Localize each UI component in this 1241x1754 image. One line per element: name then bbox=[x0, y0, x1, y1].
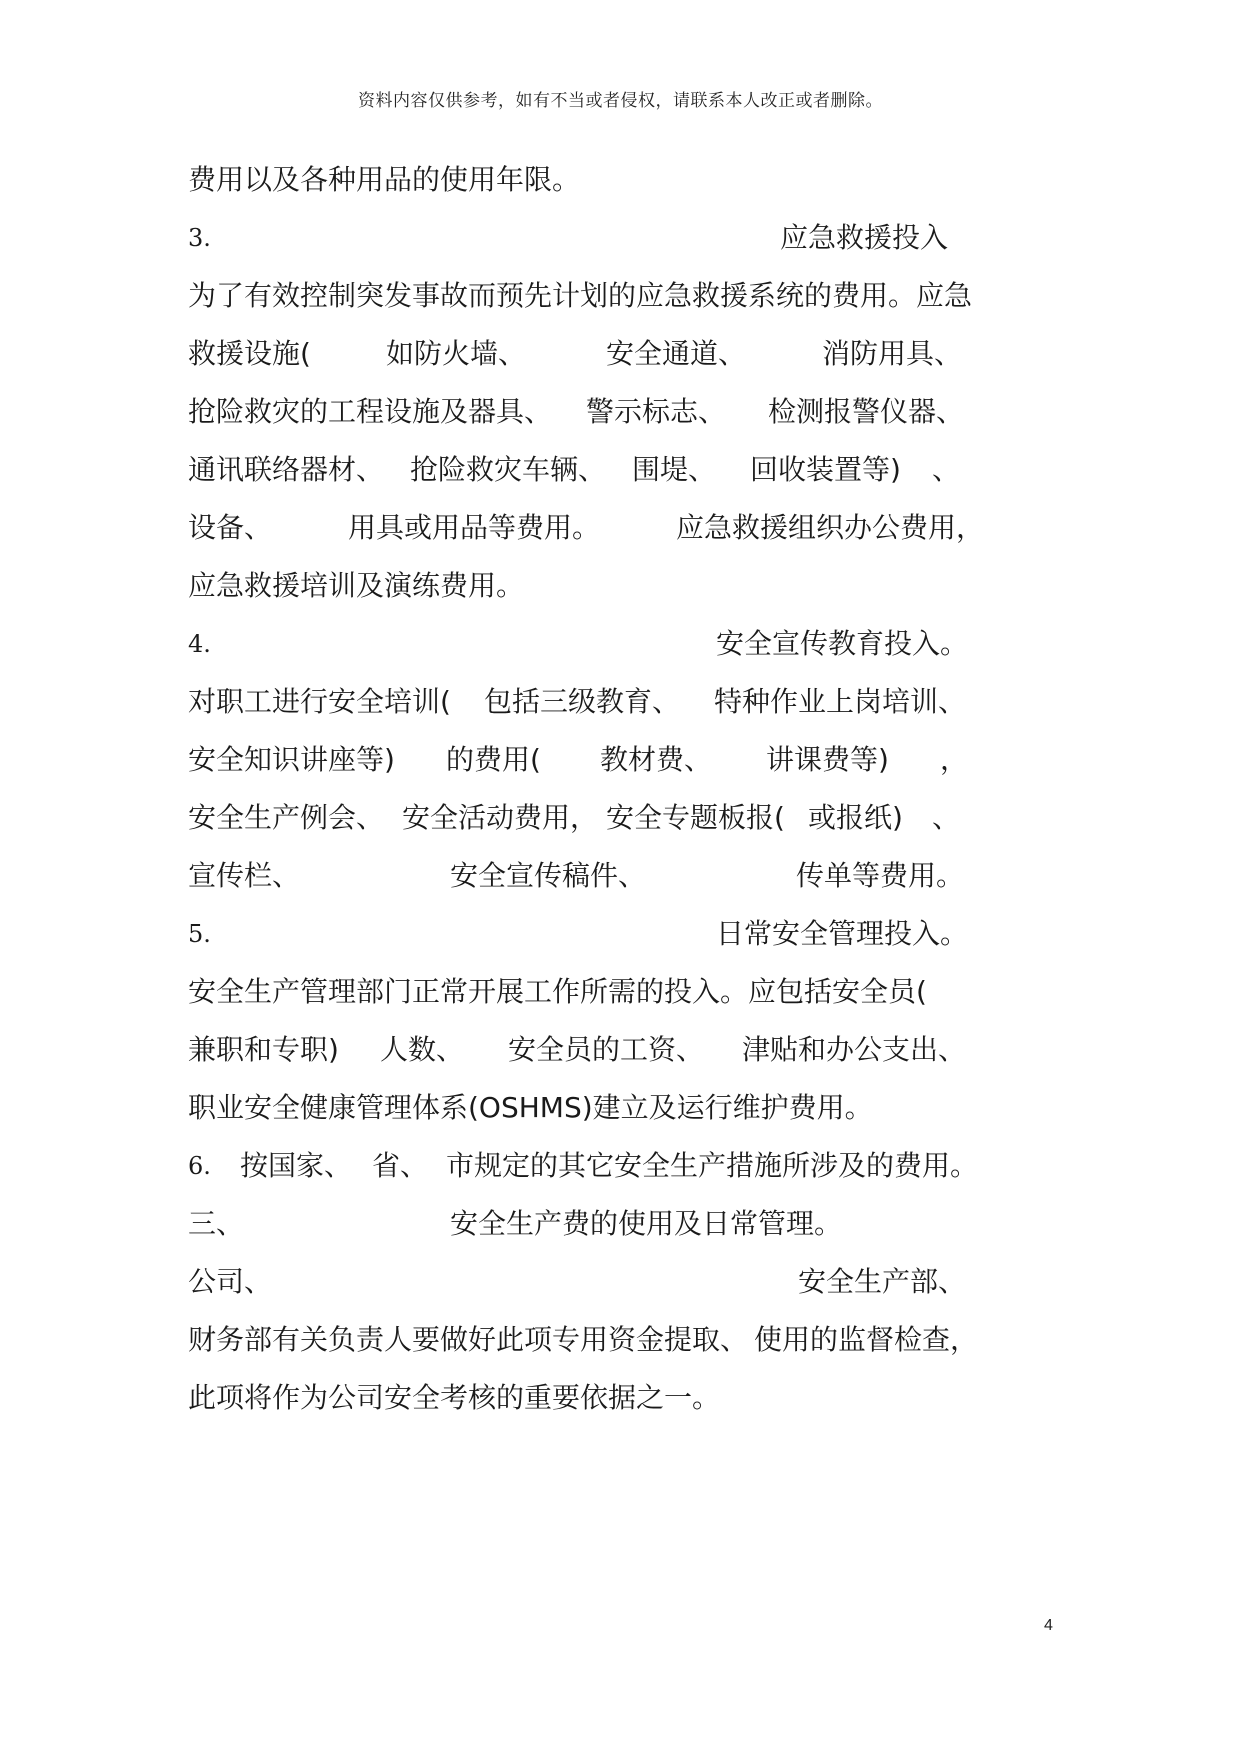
text-segment: 教材费、 bbox=[600, 743, 713, 776]
section-number: 3. bbox=[188, 224, 211, 252]
text-line bbox=[188, 1030, 1054, 1070]
text-segment: 的费用( bbox=[446, 743, 541, 776]
text-segment: 检测报警仪器、 bbox=[768, 395, 965, 428]
text-segment: 安全知识讲座等) bbox=[188, 743, 395, 776]
text-line bbox=[188, 334, 1054, 374]
text-segment: 费用以及各种用品的使用年限。 bbox=[188, 163, 581, 196]
text-segment: 安全生产管理部门正常开展工作所需的投入。应包括安全员( bbox=[188, 975, 927, 1008]
text-line bbox=[188, 1146, 1054, 1186]
text-line bbox=[188, 624, 1054, 664]
text-segment: 、 bbox=[932, 453, 961, 486]
text-segment: 用具或用品等费用。 bbox=[348, 511, 601, 544]
section-number: 4. bbox=[188, 630, 211, 658]
text-segment: 省、 bbox=[372, 1149, 429, 1182]
text-line bbox=[188, 1262, 1054, 1302]
text-line bbox=[188, 392, 1054, 432]
section-number: 三、 bbox=[188, 1207, 245, 1240]
text-segment: 特种作业上岗培训、 bbox=[714, 685, 967, 718]
text-segment: 按国家、 bbox=[240, 1149, 353, 1182]
text-segment: 如防火墙、 bbox=[386, 337, 527, 370]
text-segment: 安全活动费用， bbox=[402, 801, 599, 834]
text-segment: 救援设施( bbox=[188, 337, 311, 370]
section-number: 6. bbox=[188, 1152, 211, 1180]
text-segment: 设备、 bbox=[188, 511, 273, 544]
text-segment: ， bbox=[940, 743, 969, 776]
text-segment: 职业安全健康管理体系(OSHMS)建立及运行维护费用。 bbox=[188, 1091, 873, 1124]
text-segment: 应急救援培训及演练费用。 bbox=[188, 569, 525, 602]
text-segment: 市规定的其它安全生产措施所涉及的费用。 bbox=[446, 1149, 979, 1182]
text-segment: 或报纸) bbox=[808, 801, 903, 834]
text-line bbox=[188, 1320, 1054, 1360]
text-line bbox=[188, 740, 1054, 780]
text-line bbox=[188, 682, 1054, 722]
text-segment: 兼职和专职) bbox=[188, 1033, 339, 1066]
text-segment: 安全生产部、 bbox=[798, 1265, 967, 1298]
text-segment: 津贴和办公支出、 bbox=[742, 1033, 967, 1066]
text-segment: 安全专题板报( bbox=[606, 801, 785, 834]
text-line bbox=[188, 914, 1054, 954]
section-heading: 应急救援投入 bbox=[780, 221, 949, 254]
text-line bbox=[188, 1204, 1054, 1244]
text-segment: 安全生产例会、 bbox=[188, 801, 385, 834]
text-segment: 宣传栏、 bbox=[188, 859, 301, 892]
text-segment: 消防用具、 bbox=[822, 337, 963, 370]
section-number: 5. bbox=[188, 920, 211, 948]
page-number: 4 bbox=[1044, 1617, 1053, 1634]
text-line bbox=[188, 218, 1054, 258]
text-segment: 使用的监督检查， bbox=[754, 1323, 979, 1356]
disclaimer-header: 资料内容仅供参考，如有不当或者侵权，请联系本人改正或者删除。 bbox=[358, 91, 883, 111]
text-segment: 、 bbox=[932, 801, 961, 834]
text-segment: 对职工进行安全培训( bbox=[188, 685, 451, 718]
text-line bbox=[188, 798, 1054, 838]
text-segment: 安全通道、 bbox=[606, 337, 747, 370]
text-segment: 抢险救灾的工程设施及器具、 bbox=[188, 395, 553, 428]
text-segment: 安全员的工资、 bbox=[508, 1033, 705, 1066]
text-line bbox=[188, 160, 1054, 200]
text-line bbox=[188, 276, 1054, 316]
text-segment: 抢险救灾车辆、 bbox=[410, 453, 607, 486]
text-segment: 财务部有关负责人要做好此项专用资金提取、 bbox=[188, 1323, 749, 1356]
text-line bbox=[188, 566, 1054, 606]
section-heading: 安全宣传教育投入。 bbox=[716, 627, 969, 660]
text-line bbox=[188, 856, 1054, 896]
text-segment: 人数、 bbox=[380, 1033, 465, 1066]
text-segment: 包括三级教育、 bbox=[484, 685, 681, 718]
text-segment: 应急救援组织办公费用， bbox=[676, 511, 985, 544]
text-segment: 讲课费等) bbox=[766, 743, 889, 776]
text-segment: 回收装置等) bbox=[750, 453, 901, 486]
text-segment: 此项将作为公司安全考核的重要依据之一。 bbox=[188, 1381, 721, 1414]
text-line bbox=[188, 508, 1054, 548]
text-line bbox=[188, 450, 1054, 490]
text-segment: 公司、 bbox=[188, 1265, 273, 1298]
text-segment: 通讯联络器材、 bbox=[188, 453, 385, 486]
section-heading: 日常安全管理投入。 bbox=[716, 917, 969, 950]
text-segment: 安全宣传稿件、 bbox=[450, 859, 647, 892]
text-line bbox=[188, 1378, 1054, 1418]
text-line bbox=[188, 1088, 1054, 1128]
section-heading: 安全生产费的使用及日常管理。 bbox=[450, 1207, 843, 1240]
text-line bbox=[188, 972, 1054, 1012]
text-segment: 围堤、 bbox=[632, 453, 717, 486]
text-segment: 为了有效控制突发事故而预先计划的应急救援系统的费用。应急 bbox=[188, 279, 973, 312]
text-segment: 警示标志、 bbox=[586, 395, 727, 428]
text-segment: 传单等费用。 bbox=[796, 859, 965, 892]
